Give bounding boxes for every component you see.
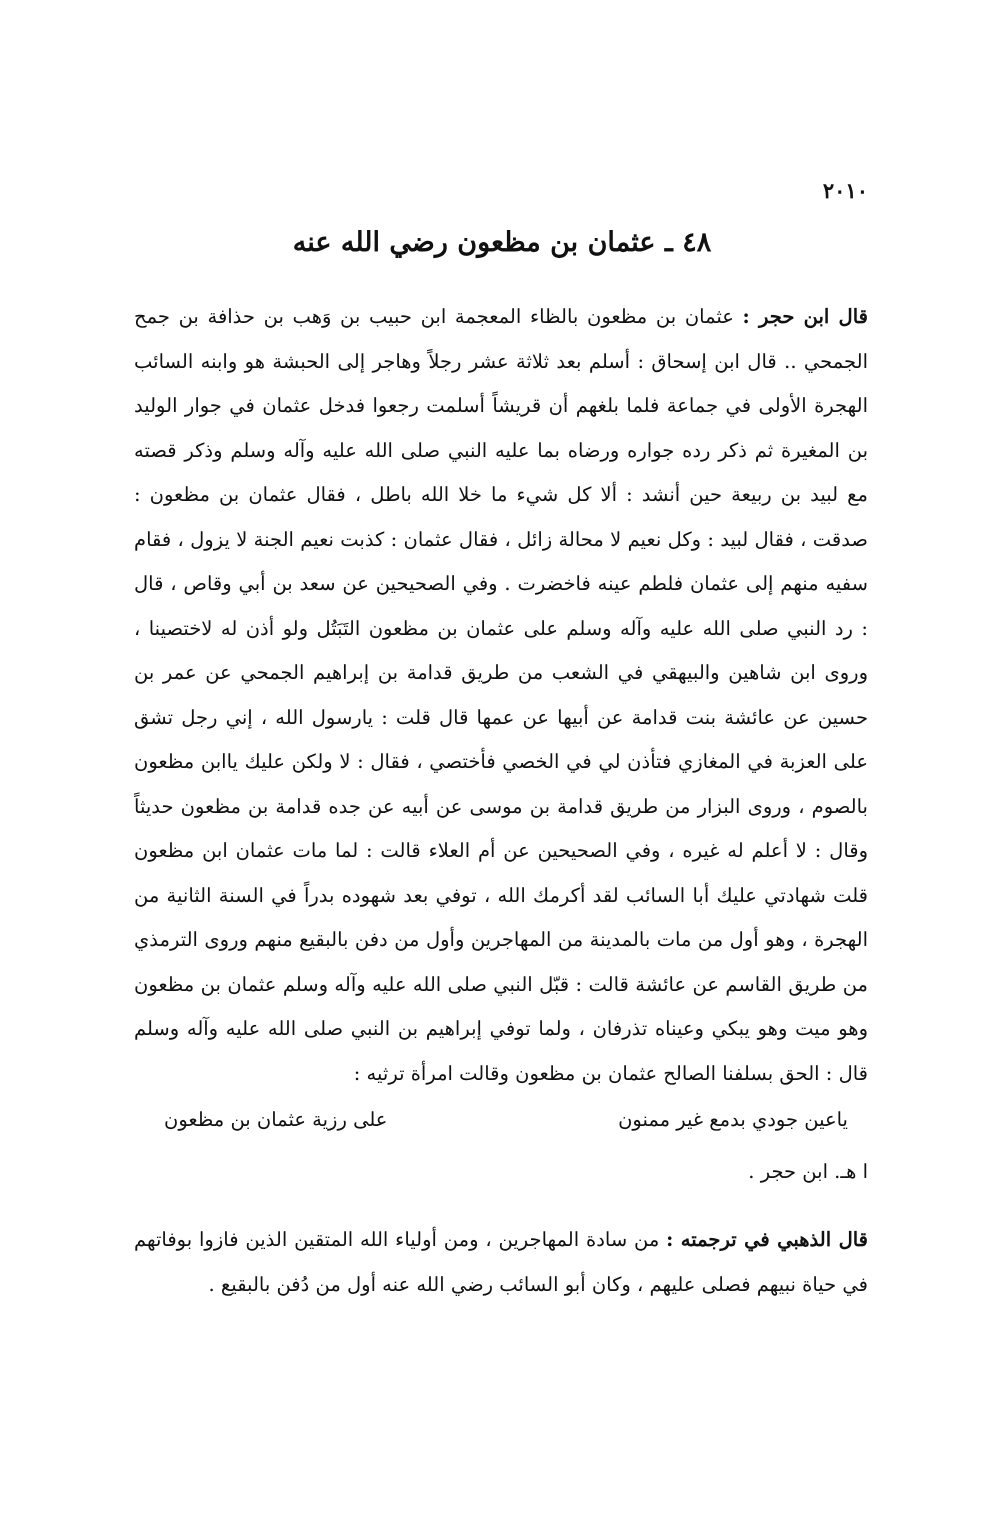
dhahabi-paragraph	[134, 1218, 868, 1307]
ibn-hajar-text: عثمان بن مظعون بالظاء المعجمة ابن حبيب بن وَهب بن حذافة بن جمح الجمحي .. قال ابن إسحاق : أسلم بعد ثلاثة عشر رجلاً وهاجر إلى الحبشة هو وابنه السائب الهجرة الأولى في جماعة فلما بلغهم أن قريشاً أسلمت رجعوا فدخل عثمان في جوار الوليد بن المغيرة ثم ذكر رده جواره ورضاه بما عليه النبي صلى الله عليه وآله وسلم وذكر قصته مع لبيد بن ربيعة حين أنشد : ألا كل شيء ما خلا الله باطل ، فقال عثمان بن مظعون : صدقت ، فقال لبيد : وكل نعيم لا محالة زائل ، فقال عثمان : كذبت نعيم الجنة لا يزول ، فقام سفيه منهم إلى عثمان فلطم عينه فاخضرت . وفي الصحيحين عن سعد بن أبي وقاص ، قال : رد النبي صلى الله عليه وآله وسلم على عثمان بن مظعون التَبَتُل ولو أذن له لاختصينا ، وروى ابن شاهين والبيهقي في الشعب من طريق قدامة بن إبراهيم الجمحي عن عمر بن حسين عن عائشة بنت قدامة عن أبيها عن عمها قال قلت : يارسول الله ، إني رجل تشق على العزبة في المغازي فتأذن لي في الخصي فأختصي ، فقال : لا ولكن عليك ياابن مظعون بالصوم ، وروى البزار من طريق قدامة بن موسى عن أبيه عن جده قدامة بن مظعون حديثاً وقال : لا أعلم له غيره ، وفي الصحيحين عن أم العلاء قالت : لما مات عثمان ابن مظعون قلت شهادتي عليك أبا السائب لقد أكرمك الله ، توفي بعد شهوده بدراً في السنة الثانية من الهجرة ، وهو أول من مات بالمدينة من المهاجرين وأول من دفن بالبقيع منهم وروى الترمذي من طريق القاسم عن عائشة قالت : قبّل النبي صلى الله عليه وآله وسلم عثمان بن مظعون وهو ميت وهو يبكي وعيناه تذرفان ، ولما توفي إبراهيم بن النبي صلى الله عليه وآله وسلم قال : الحق بسلفنا الصالح عثمان بن مظعون وقالت امرأة ترثيه :	[134, 305, 868, 1085]
verse-second-hemistich: على رزية عثمان بن مظعون	[164, 1108, 388, 1131]
page-number: ٢٠١٠	[822, 178, 868, 203]
section-title: ٤٨ ـ عثمان بن مظعون رضي الله عنه	[292, 227, 712, 258]
verse-first-hemistich: ياعين جودي بدمع غير ممنون	[618, 1108, 848, 1131]
dhahabi-text: من سادة المهاجرين ، ومن أولياء الله المتقين الذين فازوا بوفاتهم في حياة نبيهم فصلى عليهم ، وكان أبو السائب رضي الله عنه أول من دُفن بالبقيع .	[134, 1228, 868, 1296]
poem-verse	[134, 1108, 868, 1131]
dhahabi-speaker: قال الذهبي في ترجمته :	[666, 1228, 869, 1251]
citation-end-note: ا هـ. ابن حجر .	[748, 1160, 868, 1183]
ibn-hajar-speaker: قال ابن حجر :	[742, 305, 868, 328]
ibn-hajar-paragraph	[134, 295, 868, 1096]
